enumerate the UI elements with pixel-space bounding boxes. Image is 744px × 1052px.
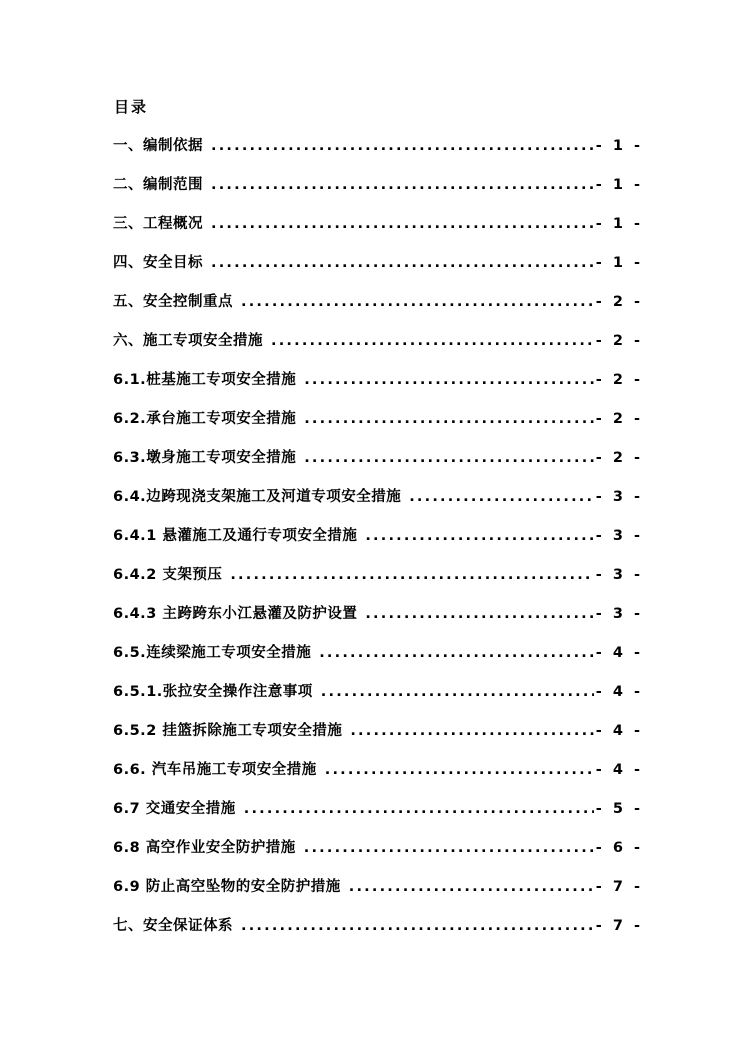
toc-entry-label: 四、安全目标 (113, 255, 203, 271)
toc-entry[interactable] (113, 368, 643, 407)
toc-entry[interactable] (113, 251, 643, 290)
toc-page-number: - 3 - (595, 567, 643, 583)
toc-dot-leader (325, 762, 594, 778)
toc-page-number: - 1 - (595, 138, 643, 154)
toc-entry-label: 一、编制依据 (113, 138, 203, 154)
toc-entry-label: 6.7 交通安全措施 (113, 801, 236, 817)
toc-entry[interactable] (113, 329, 643, 368)
toc-entry[interactable] (113, 602, 643, 641)
toc-dot-leader (241, 918, 594, 934)
toc-entry[interactable] (113, 875, 643, 914)
toc-page-number: - 3 - (595, 528, 643, 544)
toc-entry[interactable] (113, 290, 643, 329)
toc-dot-leader (211, 216, 594, 232)
toc-entry[interactable] (113, 563, 643, 602)
toc-entry-label: 6.9 防止高空坠物的安全防护措施 (113, 879, 341, 895)
toc-page-number: - 4 - (595, 723, 643, 739)
toc-entry-label: 6.4.边跨现浇支架施工及河道专项安全措施 (113, 489, 402, 505)
toc-entry-label: 6.4.1 悬灌施工及通行专项安全措施 (113, 528, 358, 544)
toc-page-number: - 7 - (595, 918, 643, 934)
toc-dot-leader (304, 372, 594, 388)
toc-page-number: - 1 - (595, 177, 643, 193)
toc-entry-label: 6.2.承台施工专项安全措施 (113, 411, 297, 427)
toc-dot-leader (271, 333, 594, 349)
toc-entry[interactable] (113, 797, 643, 836)
toc-dot-leader (365, 606, 593, 622)
toc-entry[interactable] (113, 212, 643, 251)
toc-entry-label: 6.1.桩基施工专项安全措施 (113, 372, 297, 388)
toc-title: 目录 (114, 98, 149, 116)
toc-entry-label: 七、安全保证体系 (113, 918, 233, 934)
toc-dot-leader (211, 138, 594, 154)
toc-dot-leader (304, 450, 594, 466)
toc-entry-label: 6.3.墩身施工专项安全措施 (113, 450, 297, 466)
toc-entry[interactable] (113, 836, 643, 875)
toc-page-number: - 6 - (595, 840, 643, 856)
toc-entry[interactable] (113, 407, 643, 446)
toc-page-number: - 3 - (595, 489, 643, 505)
toc-entry[interactable] (113, 446, 643, 485)
toc-entry-label: 六、施工专项安全措施 (113, 333, 263, 349)
toc-dot-leader (349, 879, 594, 895)
toc-entry[interactable] (113, 914, 643, 953)
toc-page-number: - 4 - (595, 684, 643, 700)
toc-dot-leader (211, 177, 594, 193)
toc-page-number: - 2 - (595, 372, 643, 388)
toc-entry[interactable] (113, 641, 643, 680)
toc-entry-label: 三、工程概况 (113, 216, 203, 232)
toc-dot-leader (230, 567, 593, 583)
toc-page-number: - 3 - (595, 606, 643, 622)
toc-page-number: - 1 - (595, 216, 643, 232)
toc-entry[interactable] (113, 680, 643, 719)
toc-page-number: - 2 - (595, 411, 643, 427)
toc-entry-label: 6.4.3 主跨跨东小江悬灌及防护设置 (113, 606, 358, 622)
toc-dot-leader (350, 723, 593, 739)
toc-dot-leader (304, 411, 594, 427)
toc-dot-leader (304, 840, 594, 856)
toc-dot-leader (409, 489, 594, 505)
toc-entry[interactable] (113, 134, 643, 173)
toc-page-number: - 4 - (595, 762, 643, 778)
toc-page-number: - 4 - (595, 645, 643, 661)
toc-entry[interactable] (113, 173, 643, 212)
toc-dot-leader (211, 255, 594, 271)
toc-entry-label: 6.8 高空作业安全防护措施 (113, 840, 296, 856)
toc-entry-label: 6.5.1.张拉安全操作注意事项 (113, 684, 313, 700)
toc-page-number: - 7 - (595, 879, 643, 895)
toc-entry-label: 6.6. 汽车吊施工专项安全措施 (113, 762, 317, 778)
toc-dot-leader (321, 684, 594, 700)
toc-entry[interactable] (113, 758, 643, 797)
toc-entry-label: 二、编制范围 (113, 177, 203, 193)
toc-entry[interactable] (113, 719, 643, 758)
toc-page-number: - 1 - (595, 255, 643, 271)
toc-entry-label: 6.5.连续梁施工专项安全措施 (113, 645, 312, 661)
toc-page-number: - 2 - (595, 450, 643, 466)
toc-dot-leader (365, 528, 593, 544)
toc-entry[interactable] (113, 524, 643, 563)
toc-entry[interactable] (113, 485, 643, 524)
toc-entry-label: 五、安全控制重点 (113, 294, 233, 310)
toc-entry-label: 6.4.2 支架预压 (113, 567, 223, 583)
toc-page-number: - 2 - (595, 294, 643, 310)
toc-dot-leader (319, 645, 594, 661)
toc-dot-leader (241, 294, 594, 310)
toc-dot-leader (244, 801, 594, 817)
toc-entry-label: 6.5.2 挂篮拆除施工专项安全措施 (113, 723, 343, 739)
toc-page-number: - 5 - (595, 801, 643, 817)
toc-page-number: - 2 - (595, 333, 643, 349)
toc-list (113, 134, 643, 953)
